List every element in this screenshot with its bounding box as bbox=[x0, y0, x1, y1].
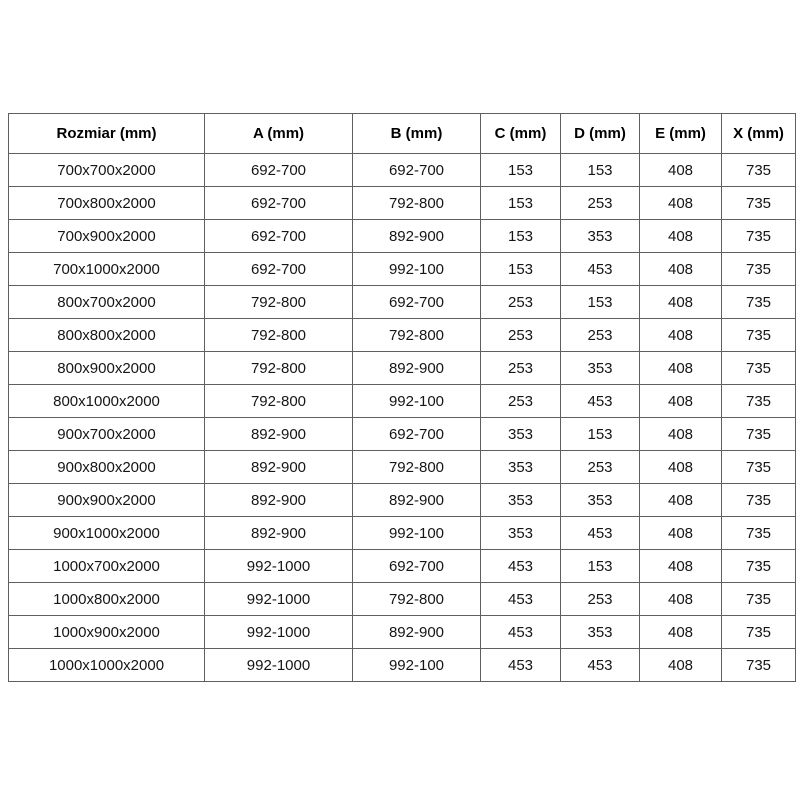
table-cell: 792-800 bbox=[353, 451, 481, 484]
table-cell: 735 bbox=[722, 220, 796, 253]
table-cell: 735 bbox=[722, 253, 796, 286]
table-cell: 1000x1000x2000 bbox=[9, 649, 205, 682]
table-cell: 353 bbox=[561, 220, 640, 253]
table-cell: 153 bbox=[481, 187, 561, 220]
table-cell: 792-800 bbox=[353, 187, 481, 220]
table-row bbox=[9, 385, 796, 418]
table-cell: 453 bbox=[481, 583, 561, 616]
table-row bbox=[9, 583, 796, 616]
table-cell: 153 bbox=[481, 220, 561, 253]
table-cell: 153 bbox=[561, 418, 640, 451]
table-cell: 692-700 bbox=[205, 253, 353, 286]
table-cell: 353 bbox=[481, 484, 561, 517]
table-cell: 408 bbox=[640, 220, 722, 253]
table-cell: 353 bbox=[481, 451, 561, 484]
table-cell: 800x700x2000 bbox=[9, 286, 205, 319]
table-cell: 900x800x2000 bbox=[9, 451, 205, 484]
table-row bbox=[9, 154, 796, 187]
table-row bbox=[9, 550, 796, 583]
table-cell: 353 bbox=[481, 418, 561, 451]
table-cell: 892-900 bbox=[353, 352, 481, 385]
table-cell: 1000x700x2000 bbox=[9, 550, 205, 583]
table-cell: 700x1000x2000 bbox=[9, 253, 205, 286]
table-cell: 735 bbox=[722, 484, 796, 517]
table-cell: 153 bbox=[561, 286, 640, 319]
table-cell: 453 bbox=[561, 253, 640, 286]
column-header: Rozmiar (mm) bbox=[9, 114, 205, 154]
table-row bbox=[9, 649, 796, 682]
table-cell: 453 bbox=[481, 616, 561, 649]
table-cell: 992-100 bbox=[353, 517, 481, 550]
table-cell: 408 bbox=[640, 484, 722, 517]
table-cell: 735 bbox=[722, 583, 796, 616]
table-cell: 735 bbox=[722, 517, 796, 550]
table-cell: 408 bbox=[640, 649, 722, 682]
table-cell: 992-1000 bbox=[205, 583, 353, 616]
table-cell: 408 bbox=[640, 550, 722, 583]
table-cell: 900x700x2000 bbox=[9, 418, 205, 451]
header-row bbox=[9, 114, 796, 154]
table-cell: 408 bbox=[640, 187, 722, 220]
column-header: B (mm) bbox=[353, 114, 481, 154]
table-cell: 792-800 bbox=[353, 319, 481, 352]
table-cell: 353 bbox=[561, 352, 640, 385]
table-cell: 992-100 bbox=[353, 253, 481, 286]
table-cell: 792-800 bbox=[353, 583, 481, 616]
table-cell: 1000x800x2000 bbox=[9, 583, 205, 616]
table-cell: 800x1000x2000 bbox=[9, 385, 205, 418]
table-cell: 353 bbox=[561, 616, 640, 649]
table-cell: 453 bbox=[481, 550, 561, 583]
table-cell: 253 bbox=[561, 319, 640, 352]
table-cell: 408 bbox=[640, 319, 722, 352]
table-cell: 792-800 bbox=[205, 286, 353, 319]
table-row bbox=[9, 451, 796, 484]
table-cell: 408 bbox=[640, 154, 722, 187]
table-cell: 453 bbox=[561, 385, 640, 418]
table-cell: 900x900x2000 bbox=[9, 484, 205, 517]
table-cell: 253 bbox=[561, 583, 640, 616]
table-cell: 735 bbox=[722, 451, 796, 484]
table-cell: 735 bbox=[722, 616, 796, 649]
table-cell: 153 bbox=[481, 154, 561, 187]
table-cell: 353 bbox=[481, 517, 561, 550]
table-cell: 692-700 bbox=[205, 220, 353, 253]
dimensions-table bbox=[8, 113, 796, 682]
table-row bbox=[9, 253, 796, 286]
table-cell: 792-800 bbox=[205, 385, 353, 418]
table-cell: 792-800 bbox=[205, 319, 353, 352]
table-cell: 800x900x2000 bbox=[9, 352, 205, 385]
table-cell: 700x900x2000 bbox=[9, 220, 205, 253]
table-cell: 992-1000 bbox=[205, 550, 353, 583]
table-cell: 692-700 bbox=[353, 418, 481, 451]
table-cell: 735 bbox=[722, 418, 796, 451]
table-cell: 892-900 bbox=[353, 220, 481, 253]
table-row bbox=[9, 286, 796, 319]
table-cell: 408 bbox=[640, 517, 722, 550]
table-cell: 892-900 bbox=[353, 484, 481, 517]
table-row bbox=[9, 616, 796, 649]
column-header: C (mm) bbox=[481, 114, 561, 154]
table-cell: 692-700 bbox=[353, 286, 481, 319]
table-cell: 153 bbox=[561, 154, 640, 187]
table-row bbox=[9, 319, 796, 352]
table-header bbox=[9, 114, 796, 154]
table-cell: 892-900 bbox=[205, 517, 353, 550]
table-cell: 453 bbox=[561, 649, 640, 682]
table-cell: 408 bbox=[640, 418, 722, 451]
table-row bbox=[9, 187, 796, 220]
table-cell: 692-700 bbox=[353, 154, 481, 187]
column-header: E (mm) bbox=[640, 114, 722, 154]
table-cell: 700x800x2000 bbox=[9, 187, 205, 220]
table-cell: 408 bbox=[640, 583, 722, 616]
table-cell: 153 bbox=[481, 253, 561, 286]
column-header: A (mm) bbox=[205, 114, 353, 154]
table-cell: 692-700 bbox=[205, 154, 353, 187]
table-body bbox=[9, 154, 796, 682]
table-cell: 453 bbox=[561, 517, 640, 550]
table-cell: 892-900 bbox=[353, 616, 481, 649]
table-cell: 253 bbox=[481, 286, 561, 319]
table-cell: 253 bbox=[561, 451, 640, 484]
table-cell: 992-100 bbox=[353, 649, 481, 682]
table-cell: 253 bbox=[481, 319, 561, 352]
table-cell: 892-900 bbox=[205, 451, 353, 484]
table-cell: 900x1000x2000 bbox=[9, 517, 205, 550]
table-cell: 892-900 bbox=[205, 418, 353, 451]
table-cell: 408 bbox=[640, 352, 722, 385]
table-cell: 700x700x2000 bbox=[9, 154, 205, 187]
table-cell: 992-1000 bbox=[205, 616, 353, 649]
table-row bbox=[9, 517, 796, 550]
table-cell: 992-1000 bbox=[205, 649, 353, 682]
column-header: X (mm) bbox=[722, 114, 796, 154]
table-cell: 735 bbox=[722, 385, 796, 418]
table-cell: 408 bbox=[640, 253, 722, 286]
table-row bbox=[9, 418, 796, 451]
table-cell: 992-100 bbox=[353, 385, 481, 418]
table-cell: 692-700 bbox=[353, 550, 481, 583]
table-row bbox=[9, 484, 796, 517]
table-cell: 1000x900x2000 bbox=[9, 616, 205, 649]
table-cell: 735 bbox=[722, 187, 796, 220]
table-cell: 692-700 bbox=[205, 187, 353, 220]
table-cell: 792-800 bbox=[205, 352, 353, 385]
table-cell: 735 bbox=[722, 154, 796, 187]
table-cell: 408 bbox=[640, 451, 722, 484]
table-cell: 153 bbox=[561, 550, 640, 583]
table-cell: 353 bbox=[561, 484, 640, 517]
table-cell: 735 bbox=[722, 649, 796, 682]
table-cell: 253 bbox=[561, 187, 640, 220]
table-cell: 408 bbox=[640, 616, 722, 649]
table-cell: 735 bbox=[722, 352, 796, 385]
column-header: D (mm) bbox=[561, 114, 640, 154]
table-cell: 453 bbox=[481, 649, 561, 682]
table-cell: 892-900 bbox=[205, 484, 353, 517]
table-cell: 408 bbox=[640, 385, 722, 418]
table-cell: 735 bbox=[722, 550, 796, 583]
table-cell: 253 bbox=[481, 385, 561, 418]
table-row bbox=[9, 352, 796, 385]
table-cell: 735 bbox=[722, 319, 796, 352]
table-cell: 735 bbox=[722, 286, 796, 319]
table-cell: 408 bbox=[640, 286, 722, 319]
table-cell: 253 bbox=[481, 352, 561, 385]
table-cell: 800x800x2000 bbox=[9, 319, 205, 352]
table-row bbox=[9, 220, 796, 253]
